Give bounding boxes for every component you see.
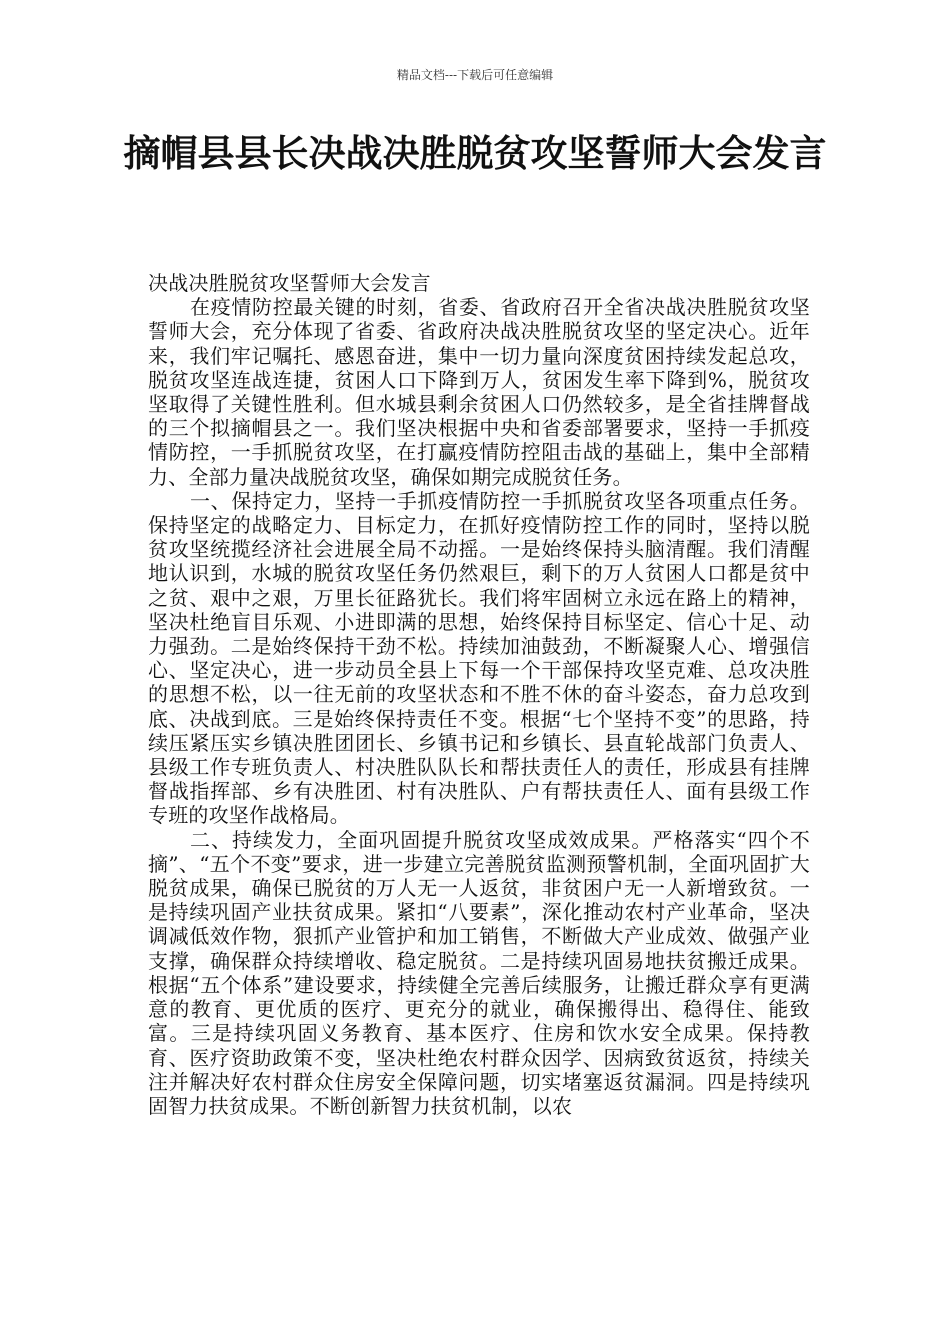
document-body <box>148 271 810 1118</box>
document-subtitle: 决战决胜脱贫攻坚誓师大会发言 <box>148 271 431 295</box>
document-title: 摘帽县县长决战决胜脱贫攻坚誓师大会发言 <box>123 132 827 175</box>
paragraph-section-two: 二、持续发力，全面巩固提升脱贫攻坚成效成果。严格落实“四个不摘”、“五个不变”要求，进一步建立完善脱贫监测预警机制，全面巩固扩大脱贫成果，确保已脱贫的万人无一人返贫，非贫困户无一人新增致贫。一是持续巩固产业扶贫成果。紧扣“八要素”，深化推动农村产业革命，坚决调减低效作物，狠抓产业管护和加工销售，不断做大产业成效、做强产业支撑，确保群众持续增收、稳定脱贫。二是持续巩固易地扶贫搬迁成果。根据“五个体系”建设要求，持续健全完善后续服务，让搬迁群众享有更满意的教育、更优质的医疗、更充分的就业，确保搬得出、稳得住、能致富。三是持续巩固义务教育、基本医疗、住房和饮水安全成果。保持教育、医疗资助政策不变，坚决杜绝农村群众因学、因病致贫返贫，持续关注并解决好农村群众住房安全保障问题，切实堵塞返贫漏洞。四是持续巩固智力扶贫成果。不断创新智力扶贫机制，以农 <box>148 827 810 1118</box>
header-note: 精品文档---下载后可任意编辑 <box>396 68 554 82</box>
paragraph-intro: 在疫情防控最关键的时刻，省委、省政府召开全省决战决胜脱贫攻坚誓师大会，充分体现了省委、省政府决战决胜脱贫攻坚的坚定决心。近年来，我们牢记嘱托、感恩奋进，集中一切力量向深度贫困持续发起总攻，脱贫攻坚连战连捷，贫困人口下降到万人，贫困发生率下降到%，脱贫攻坚取得了关键性胜利。但水城县剩余贫困人口仍然较多，是全省挂牌督战的三个拟摘帽县之一。我们坚决根据中央和省委部署要求，坚持一手抓疫情防控，一手抓脱贫攻坚，在打赢疫情防控阻击战的基础上，集中全部精力、全部力量决战脱贫攻坚，确保如期完成脱贫任务。 <box>148 295 810 489</box>
paragraph-section-one: 一、保持定力，坚持一手抓疫情防控一手抓脱贫攻坚各项重点任务。保持坚定的战略定力、目标定力，在抓好疫情防控工作的同时，坚持以脱贫攻坚统揽经济社会进展全局不动摇。一是始终保持头脑清醒。我们清醒地认识到，水城的脱贫攻坚任务仍然艰巨，剩下的万人贫困人口都是贫中之贫、艰中之艰，万里长征路犹长。我们将牢固树立永远在路上的精神，坚决杜绝盲目乐观、小进即满的思想，始终保持目标坚定、信心十足、动力强劲。二是始终保持干劲不松。持续加油鼓劲，不断凝聚人心、增强信心、坚定决心，进一步动员全县上下每一个干部保持攻坚克难、总攻决胜的思想不松，以一往无前的攻坚状态和不胜不休的奋斗姿态，奋力总攻到底、决战到底。三是始终保持责任不变。根据“七个坚持不变”的思路，持续压紧压实乡镇决胜团团长、乡镇书记和乡镇长、县直轮战部门负责人、县级工作专班负责人、村决胜队队长和帮扶责任人的责任，形成县有挂牌督战指挥部、乡有决胜团、村有决胜队、户有帮扶责任人、面有县级工作专班的攻坚作战格局。 <box>148 488 810 828</box>
